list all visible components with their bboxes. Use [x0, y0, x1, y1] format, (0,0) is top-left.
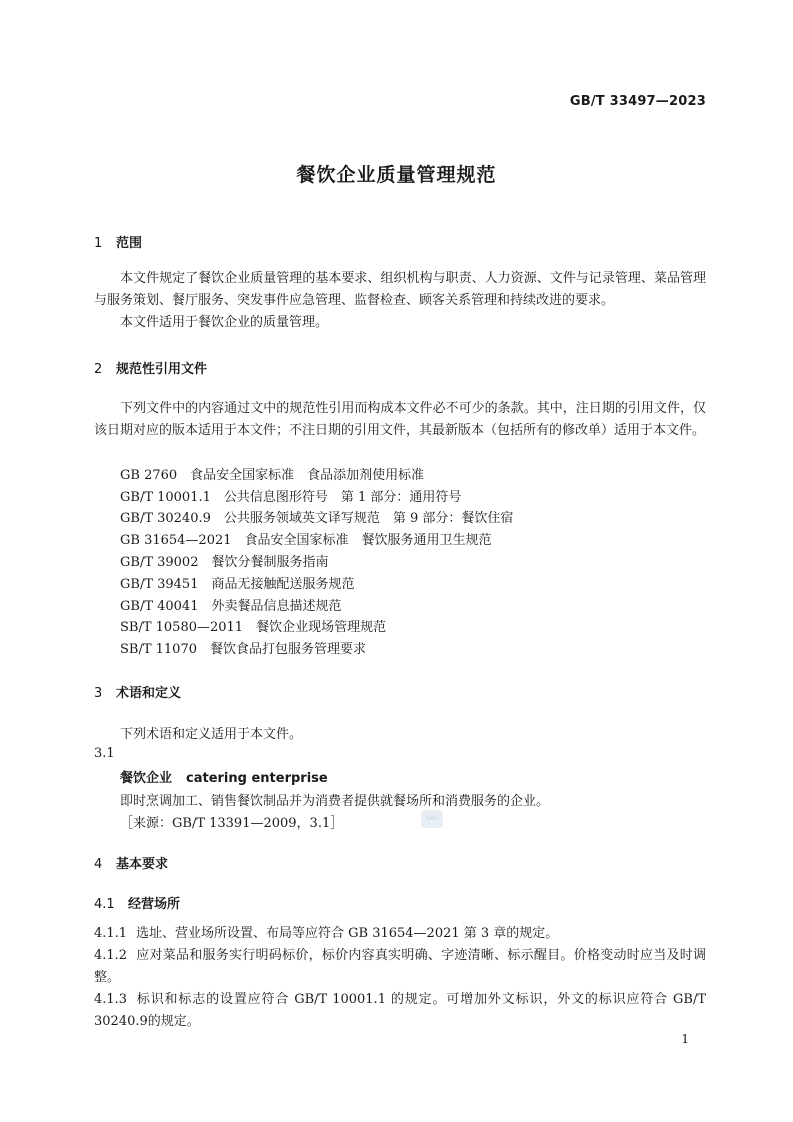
section-title: 基本要求 — [116, 857, 169, 872]
section-3-intro: 下列术语和定义适用于本文件。 — [120, 727, 303, 742]
section-3-heading — [94, 682, 181, 701]
page-number: 1 — [681, 1032, 689, 1046]
clause-number: 4.1.2 — [94, 948, 128, 963]
section-title: 术语和定义 — [116, 686, 182, 701]
reference-item: SB/T 10580—2011 餐饮企业现场管理规范 — [120, 620, 387, 635]
section-1-paragraph-1: 本文件规定了餐饮企业质量管理的基本要求、组织机构与职责、人力资源、文件与记录管理、菜品管理与服务策划、餐厅服务、突发事件应急管理、监督检查、顾客关系管理和持续改进的要求。 — [94, 271, 706, 308]
reference-item: GB 31654—2021 食品安全国家标准 餐饮服务通用卫生规范 — [120, 533, 492, 548]
term-chinese: 餐饮企业 — [120, 771, 173, 786]
term-english: catering enterprise — [186, 771, 328, 786]
standard-number: GB/T 33497—2023 — [569, 94, 706, 109]
reference-item: GB/T 10001.1 公共信息图形符号 第 1 部分：通用符号 — [120, 490, 462, 505]
subsection-title: 经营场所 — [128, 897, 181, 912]
clause-number: 4.1.3 — [94, 992, 128, 1007]
reference-item: GB/T 40041 外卖餐品信息描述规范 — [120, 599, 342, 614]
reference-item: GB/T 39002 餐饮分餐制服务指南 — [120, 555, 329, 570]
section-number: 3 — [94, 686, 103, 701]
section-4-heading — [94, 853, 168, 872]
section-title: 范围 — [116, 236, 143, 251]
reference-item: GB/T 30240.9 公共服务领域英文译写规范 第 9 部分：餐饮住宿 — [120, 511, 514, 526]
section-number: 2 — [94, 362, 103, 377]
term-entry — [120, 767, 328, 786]
reference-item: GB 2760 食品安全国家标准 食品添加剂使用标准 — [120, 468, 425, 483]
reference-item: SB/T 11070 餐饮食品打包服务管理要求 — [120, 642, 366, 657]
term-definition: 即时烹调加工、销售餐饮制品并为消费者提供就餐场所和消费服务的企业。 — [120, 794, 550, 809]
section-1-paragraph-2: 本文件适用于餐饮企业的质量管理。 — [120, 315, 329, 330]
document-title: 餐饮企业质量管理规范 — [296, 164, 497, 186]
term-number: 3.1 — [94, 746, 115, 761]
term-source: ［来源：GB/T 13391—2009，3.1］ — [120, 816, 344, 831]
reference-item: GB/T 39451 商品无接触配送服务规范 — [120, 577, 355, 592]
section-title: 规范性引用文件 — [116, 362, 208, 377]
section-number: 1 — [94, 236, 103, 251]
clause-4-1-3 — [94, 989, 706, 1033]
subsection-number: 4.1 — [94, 897, 115, 912]
sac-watermark-logo: SAC — [421, 810, 443, 828]
subsection-4-1-heading — [94, 893, 180, 912]
section-2-heading — [94, 358, 207, 377]
section-2-paragraph-1: 下列文件中的内容通过文中的规范性引用而构成本文件必不可少的条款。其中，注日期的引用文件，仅该日期对应的版本适用于本文件；不注日期的引用文件，其最新版本（包括所有的修改单）适用于本文件。 — [94, 401, 706, 438]
clause-4-1-2 — [94, 945, 706, 989]
clause-number: 4.1.1 — [94, 926, 128, 941]
section-number: 4 — [94, 857, 103, 872]
clause-text: 标识和标志的设置应符合 GB/T 10001.1 的规定。可增加外文标识，外文的标识应符合 GB/T 30240.9的规定。 — [94, 992, 706, 1029]
section-1-heading — [94, 232, 142, 251]
clause-text: 选址、营业场所设置、布局等应符合 GB 31654—2021 第 3 章的规定。 — [136, 926, 559, 941]
clause-text: 应对菜品和服务实行明码标价，标价内容真实明确、字迹清晰、标示醒目。价格变动时应当及时调整。 — [94, 948, 706, 985]
clause-4-1-1 — [94, 923, 706, 945]
